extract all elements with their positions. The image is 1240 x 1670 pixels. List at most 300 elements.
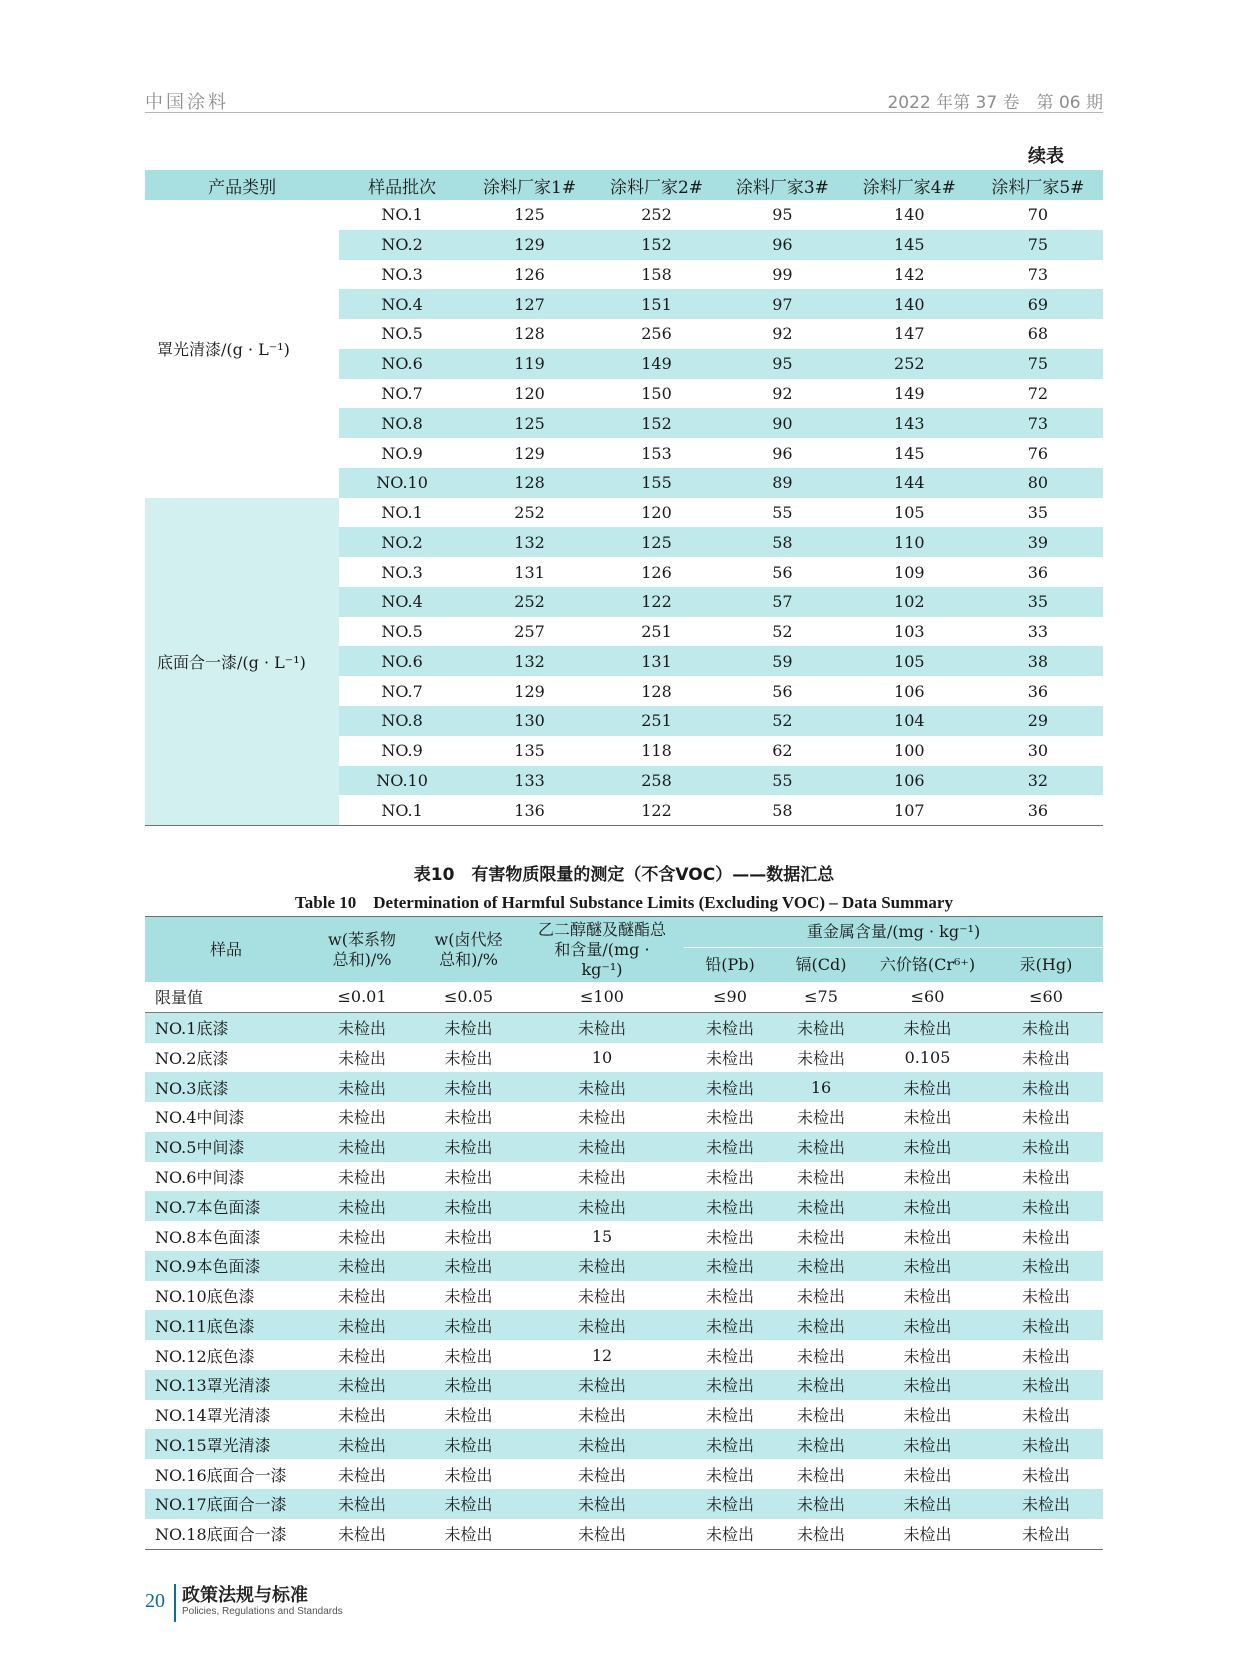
value-cell: 55 — [719, 766, 846, 796]
table-row — [145, 1072, 1103, 1102]
value-cell: 32 — [973, 766, 1103, 796]
batch-cell: NO.1 — [381, 800, 423, 820]
value-cell: 120 — [641, 503, 672, 523]
value-cell: 未检出 — [903, 1406, 952, 1426]
batch-cell: NO.5 — [381, 622, 423, 642]
value-cell: ≤100 — [520, 982, 684, 1012]
value-cell: 未检出 — [989, 1370, 1103, 1400]
value-cell: 145 — [894, 443, 925, 463]
value-cell: 96 — [719, 230, 846, 260]
value-cell: ≤60 — [866, 982, 989, 1012]
value-cell: 120 — [514, 383, 545, 403]
value-cell: 129 — [514, 443, 545, 463]
value-cell: 56 — [772, 562, 793, 582]
value-cell: 未检出 — [520, 1132, 684, 1162]
header-mercury: 汞(Hg) — [989, 948, 1103, 983]
value-cell: 未检出 — [337, 1406, 386, 1426]
value-cell: 147 — [894, 324, 925, 344]
value-cell: 未检出 — [417, 1370, 520, 1400]
value-cell: 62 — [772, 741, 793, 761]
value-cell: 未检出 — [989, 1310, 1103, 1340]
value-cell: 104 — [846, 706, 973, 736]
value-cell: 35 — [1027, 503, 1049, 523]
value-cell: 未检出 — [796, 1048, 845, 1068]
value-cell: 未检出 — [989, 1132, 1103, 1162]
value-cell: 未检出 — [684, 1132, 776, 1162]
header-manufacturer-3: 涂料厂家3# — [719, 170, 846, 200]
value-cell: 未检出 — [520, 1310, 684, 1340]
batch-cell: NO.3 — [381, 562, 423, 582]
value-cell: 未检出 — [337, 1227, 386, 1247]
value-cell: 73 — [973, 408, 1103, 438]
value-cell: 58 — [772, 800, 793, 820]
sample-name-cell: NO.5中间漆 — [145, 1132, 307, 1162]
value-cell: ≤0.01 — [307, 982, 417, 1012]
sample-name-cell: NO.2底漆 — [155, 1048, 229, 1068]
header-manufacturer-4: 涂料厂家4# — [846, 170, 973, 200]
value-cell: 132 — [465, 646, 594, 676]
batch-cell: NO.1 — [381, 503, 423, 523]
value-cell: 39 — [973, 527, 1103, 557]
value-cell: 129 — [514, 681, 545, 701]
value-cell: 未检出 — [903, 1525, 952, 1545]
value-cell: 58 — [719, 527, 846, 557]
value-cell: 未检出 — [417, 1072, 520, 1102]
table-row — [145, 1251, 1103, 1281]
value-cell: 149 — [894, 383, 925, 403]
value-cell: 未检出 — [1022, 1227, 1071, 1247]
header-hexavalent-chromium: 六价铬(Cr⁶⁺) — [866, 948, 989, 983]
value-cell: 10 — [591, 1047, 613, 1067]
value-cell: 122 — [594, 587, 719, 617]
value-cell: 未检出 — [796, 1108, 845, 1128]
product-category-cell: 罩光清漆/(g · L⁻¹) — [145, 200, 339, 498]
value-cell: 125 — [594, 527, 719, 557]
table-row — [145, 200, 1103, 230]
value-cell: 140 — [894, 205, 925, 225]
value-cell: 12 — [591, 1345, 613, 1365]
value-cell: 128 — [641, 681, 672, 701]
value-cell: 131 — [514, 562, 545, 582]
value-cell: 未检出 — [776, 1191, 866, 1221]
table-row — [145, 1132, 1103, 1162]
value-cell: 92 — [772, 383, 793, 403]
table-row — [145, 498, 1103, 528]
value-cell: 131 — [594, 646, 719, 676]
value-cell: 未检出 — [1022, 1525, 1071, 1545]
header-lead: 铅(Pb) — [684, 948, 776, 983]
table-row — [145, 1221, 1103, 1251]
value-cell: 110 — [846, 527, 973, 557]
value-cell: 未检出 — [444, 1287, 493, 1307]
value-cell: 126 — [641, 562, 672, 582]
value-cell: 57 — [719, 587, 846, 617]
value-cell: 未检出 — [776, 1310, 866, 1340]
value-cell: 36 — [1027, 800, 1049, 820]
value-cell: 140 — [846, 289, 973, 319]
value-cell: 未检出 — [705, 1108, 754, 1128]
value-cell: 未检出 — [444, 1227, 493, 1247]
value-cell: 未检出 — [520, 1489, 684, 1519]
value-cell: 未检出 — [1022, 1108, 1071, 1128]
continued-label: 续表 — [1028, 146, 1064, 167]
sample-name-cell: 限量值 — [145, 982, 307, 1012]
value-cell: 155 — [594, 468, 719, 498]
value-cell: 未检出 — [796, 1465, 845, 1485]
value-cell: 56 — [772, 681, 793, 701]
table-row — [145, 1162, 1103, 1192]
header-manufacturer-5: 涂料厂家5# — [973, 170, 1103, 200]
value-cell: 90 — [719, 408, 846, 438]
value-cell: 未检出 — [307, 1191, 417, 1221]
value-cell: 36 — [1027, 681, 1049, 701]
table-row — [145, 1281, 1103, 1311]
value-cell: 152 — [594, 408, 719, 438]
value-cell: 未检出 — [989, 1251, 1103, 1281]
value-cell: 70 — [1027, 205, 1049, 225]
value-cell: 125 — [514, 205, 545, 225]
value-cell: 未检出 — [705, 1525, 754, 1545]
value-cell: 未检出 — [866, 1429, 989, 1459]
value-cell: 未检出 — [417, 1310, 520, 1340]
value-cell: 未检出 — [444, 1406, 493, 1426]
sample-name-cell: NO.1底漆 — [145, 1012, 307, 1042]
value-cell: 未检出 — [417, 1191, 520, 1221]
value-cell: 73 — [1027, 264, 1049, 284]
sample-name-cell: NO.3底漆 — [145, 1072, 307, 1102]
header-sample-batch: 样品批次 — [339, 170, 465, 200]
batch-cell: NO.4 — [339, 587, 465, 617]
value-cell: 151 — [594, 289, 719, 319]
value-cell: 未检出 — [776, 1132, 866, 1162]
table-row — [145, 1429, 1103, 1459]
section-title-en: Policies, Regulations and Standards — [182, 1606, 343, 1617]
value-cell: 258 — [594, 766, 719, 796]
table-row — [145, 1102, 1103, 1132]
value-cell: 未检出 — [444, 1048, 493, 1068]
value-cell: 未检出 — [684, 1489, 776, 1519]
value-cell: 未检出 — [705, 1287, 754, 1307]
value-cell: ≤0.05 — [417, 982, 520, 1012]
value-cell: 144 — [846, 468, 973, 498]
value-cell: 136 — [514, 800, 545, 820]
value-cell: 52 — [719, 706, 846, 736]
batch-cell: NO.6 — [339, 646, 465, 676]
value-cell: 未检出 — [444, 1167, 493, 1187]
table-row — [145, 1191, 1103, 1221]
value-cell: 152 — [594, 230, 719, 260]
value-cell: 未检出 — [337, 1048, 386, 1068]
value-cell: 未检出 — [417, 1429, 520, 1459]
value-cell: 未检出 — [776, 1370, 866, 1400]
value-cell: 未检出 — [866, 1191, 989, 1221]
value-cell: 135 — [514, 741, 545, 761]
batch-cell: NO.10 — [339, 766, 465, 796]
value-cell: 80 — [973, 468, 1103, 498]
value-cell: 未检出 — [1022, 1287, 1071, 1307]
value-cell: 未检出 — [1022, 1167, 1071, 1187]
table-row — [145, 1310, 1103, 1340]
value-cell: 96 — [772, 443, 793, 463]
value-cell: 未检出 — [705, 1227, 754, 1247]
batch-cell: NO.4 — [339, 289, 465, 319]
value-cell: 未检出 — [307, 1132, 417, 1162]
value-cell: 未检出 — [417, 1012, 520, 1042]
value-cell: 未检出 — [989, 1191, 1103, 1221]
value-cell: 251 — [594, 706, 719, 736]
value-cell: 126 — [514, 264, 545, 284]
sample-name-cell: NO.7本色面漆 — [145, 1191, 307, 1221]
value-cell: 未检出 — [796, 1227, 845, 1247]
value-cell: 未检出 — [866, 1072, 989, 1102]
value-cell: 97 — [719, 289, 846, 319]
value-cell: 29 — [973, 706, 1103, 736]
value-cell: 未检出 — [776, 1251, 866, 1281]
value-cell: 未检出 — [684, 1072, 776, 1102]
value-cell: 未检出 — [903, 1227, 952, 1247]
page-number: 20 — [145, 1590, 165, 1612]
value-cell: 未检出 — [684, 1310, 776, 1340]
sample-name-cell: NO.18底面合一漆 — [155, 1525, 287, 1545]
issue-info: 2022 年第 37 卷 第 06 期 — [887, 93, 1103, 113]
value-cell: 252 — [514, 503, 545, 523]
value-cell: 未检出 — [1022, 1465, 1071, 1485]
value-cell: 75 — [973, 349, 1103, 379]
sample-name-cell: NO.12底色漆 — [155, 1346, 255, 1366]
value-cell: 92 — [772, 324, 793, 344]
value-cell: 未检出 — [989, 1429, 1103, 1459]
batch-cell: NO.3 — [381, 264, 423, 284]
value-cell: 256 — [641, 324, 672, 344]
value-cell: 未检出 — [520, 1072, 684, 1102]
value-cell: 未检出 — [989, 1012, 1103, 1042]
value-cell: 未检出 — [417, 1489, 520, 1519]
value-cell: 未检出 — [866, 1251, 989, 1281]
value-cell: 未检出 — [337, 1167, 386, 1187]
value-cell: 59 — [719, 646, 846, 676]
header-cadmium: 镉(Cd) — [776, 948, 866, 983]
value-cell: ≤90 — [684, 982, 776, 1012]
value-cell: 未检出 — [577, 1465, 626, 1485]
value-cell: 未检出 — [903, 1346, 952, 1366]
value-cell: 未检出 — [444, 1465, 493, 1485]
sample-name-cell: NO.14罩光清漆 — [155, 1406, 271, 1426]
value-cell: 未检出 — [520, 1429, 684, 1459]
header-product-category: 产品类别 — [145, 170, 339, 200]
value-cell: 105 — [894, 503, 925, 523]
value-cell: 未检出 — [705, 1406, 754, 1426]
value-cell: 35 — [973, 587, 1103, 617]
value-cell: 109 — [894, 562, 925, 582]
value-cell: 95 — [719, 349, 846, 379]
header-manufacturer-2: 涂料厂家2# — [594, 170, 719, 200]
value-cell: 38 — [973, 646, 1103, 676]
value-cell: 未检出 — [796, 1525, 845, 1545]
header-manufacturer-1: 涂料厂家1# — [465, 170, 594, 200]
value-cell: 68 — [1027, 324, 1049, 344]
value-cell: 未检出 — [684, 1251, 776, 1281]
table-row — [145, 1459, 1103, 1489]
batch-cell: NO.5 — [381, 324, 423, 344]
value-cell: 106 — [846, 766, 973, 796]
value-cell: 69 — [973, 289, 1103, 319]
value-cell: 未检出 — [444, 1108, 493, 1128]
value-cell: 未检出 — [776, 1489, 866, 1519]
voc-data-table-continued — [145, 170, 1103, 826]
value-cell: 76 — [1027, 443, 1049, 463]
value-cell: 119 — [465, 349, 594, 379]
sample-name-cell: NO.10底色漆 — [155, 1287, 255, 1307]
batch-cell: NO.1 — [381, 205, 423, 225]
value-cell: 149 — [594, 349, 719, 379]
value-cell: 0.105 — [904, 1047, 951, 1067]
value-cell: 未检出 — [577, 1108, 626, 1128]
value-cell: 未检出 — [444, 1346, 493, 1366]
value-cell: 未检出 — [337, 1525, 386, 1545]
limit-row — [145, 982, 1103, 1012]
sample-name-cell: NO.13罩光清漆 — [145, 1370, 307, 1400]
batch-cell: NO.7 — [381, 681, 423, 701]
value-cell: 未检出 — [577, 1287, 626, 1307]
value-cell: 未检出 — [866, 1012, 989, 1042]
value-cell: 128 — [465, 468, 594, 498]
value-cell: 106 — [894, 681, 925, 701]
value-cell: 未检出 — [520, 1191, 684, 1221]
value-cell: 36 — [1027, 562, 1049, 582]
value-cell: 未检出 — [1022, 1406, 1071, 1426]
value-cell: 未检出 — [417, 1132, 520, 1162]
value-cell: 103 — [894, 622, 925, 642]
value-cell: 未检出 — [577, 1167, 626, 1187]
value-cell: 252 — [465, 587, 594, 617]
value-cell: 未检出 — [337, 1108, 386, 1128]
value-cell: 125 — [465, 408, 594, 438]
value-cell: 未检出 — [577, 1406, 626, 1426]
batch-cell: NO.9 — [381, 741, 423, 761]
batch-cell: NO.8 — [339, 706, 465, 736]
value-cell: 142 — [894, 264, 925, 284]
header-glycol-ether-content: 乙二醇醚及醚酯总和含量/(mg · kg⁻¹) — [520, 917, 684, 983]
product-category-cell: 底面合一漆/(g · L⁻¹) — [145, 498, 339, 826]
value-cell: 未检出 — [337, 1287, 386, 1307]
sample-name-cell: NO.4中间漆 — [155, 1108, 245, 1128]
sample-name-cell: NO.8本色面漆 — [155, 1227, 261, 1247]
value-cell: 未检出 — [1022, 1048, 1071, 1068]
value-cell: 89 — [719, 468, 846, 498]
sample-name-cell: NO.9本色面漆 — [145, 1251, 307, 1281]
value-cell: 未检出 — [520, 1251, 684, 1281]
value-cell: 30 — [1027, 741, 1049, 761]
table1-header-row — [145, 170, 1103, 200]
header-halohydrocarbon-total: w(卤代烃总和)/% — [417, 917, 520, 983]
value-cell: 未检出 — [705, 1465, 754, 1485]
value-cell: 55 — [772, 503, 793, 523]
value-cell: 158 — [641, 264, 672, 284]
value-cell: 143 — [846, 408, 973, 438]
value-cell: ≤60 — [989, 982, 1103, 1012]
value-cell: 133 — [465, 766, 594, 796]
value-cell: 118 — [641, 741, 672, 761]
value-cell: 未检出 — [307, 1370, 417, 1400]
batch-cell: NO.2 — [339, 230, 465, 260]
batch-cell: NO.10 — [339, 468, 465, 498]
footer-divider — [174, 1584, 176, 1622]
value-cell: 129 — [465, 230, 594, 260]
value-cell: 72 — [1027, 383, 1049, 403]
value-cell: 132 — [465, 527, 594, 557]
value-cell: 未检出 — [903, 1167, 952, 1187]
value-cell: 未检出 — [866, 1489, 989, 1519]
sample-name-cell: NO.15罩光清漆 — [145, 1429, 307, 1459]
sample-name-cell: NO.6中间漆 — [155, 1167, 245, 1187]
header-benzene-total: w(苯系物总和)/% — [307, 917, 417, 983]
value-cell: 未检出 — [307, 1489, 417, 1519]
value-cell: 未检出 — [989, 1489, 1103, 1519]
journal-name: 中国涂料 — [145, 92, 229, 113]
header-heavy-metals: 重金属含量/(mg · kg⁻¹) — [684, 917, 1103, 948]
value-cell: 未检出 — [337, 1465, 386, 1485]
sample-name-cell: NO.16底面合一漆 — [155, 1465, 287, 1485]
value-cell: 未检出 — [796, 1287, 845, 1307]
table2-header-row-1 — [145, 917, 1103, 948]
value-cell: 未检出 — [866, 1132, 989, 1162]
value-cell: 33 — [1027, 622, 1049, 642]
value-cell: 未检出 — [417, 1251, 520, 1281]
value-cell: 未检出 — [903, 1287, 952, 1307]
value-cell: 257 — [514, 622, 545, 642]
value-cell: 未检出 — [705, 1048, 754, 1068]
value-cell: 252 — [846, 349, 973, 379]
table-row — [145, 1012, 1103, 1042]
value-cell: 未检出 — [776, 1429, 866, 1459]
value-cell: 未检出 — [903, 1108, 952, 1128]
value-cell: 未检出 — [796, 1346, 845, 1366]
value-cell: 105 — [846, 646, 973, 676]
table-row — [145, 1519, 1103, 1549]
batch-cell: NO.9 — [381, 443, 423, 463]
value-cell: 未检出 — [307, 1072, 417, 1102]
value-cell: 95 — [772, 205, 793, 225]
value-cell: 153 — [641, 443, 672, 463]
value-cell: 16 — [776, 1072, 866, 1102]
value-cell: 未检出 — [684, 1370, 776, 1400]
value-cell: 未检出 — [307, 1310, 417, 1340]
table-row — [145, 1370, 1103, 1400]
value-cell: 52 — [772, 622, 793, 642]
value-cell: 未检出 — [705, 1167, 754, 1187]
value-cell: 100 — [894, 741, 925, 761]
value-cell: 127 — [465, 289, 594, 319]
value-cell: 102 — [846, 587, 973, 617]
running-header — [145, 86, 1103, 113]
value-cell: 107 — [894, 800, 925, 820]
value-cell: 未检出 — [866, 1310, 989, 1340]
table-row — [145, 1043, 1103, 1073]
value-cell: 未检出 — [989, 1072, 1103, 1102]
value-cell: 未检出 — [307, 1012, 417, 1042]
value-cell: 未检出 — [444, 1525, 493, 1545]
value-cell: 未检出 — [903, 1465, 952, 1485]
value-cell: 未检出 — [307, 1429, 417, 1459]
value-cell: 99 — [772, 264, 793, 284]
value-cell: 未检出 — [684, 1191, 776, 1221]
value-cell: 15 — [591, 1226, 613, 1246]
batch-cell: NO.6 — [339, 349, 465, 379]
value-cell: 未检出 — [1022, 1346, 1071, 1366]
value-cell: 未检出 — [705, 1346, 754, 1366]
sample-name-cell: NO.11底色漆 — [145, 1310, 307, 1340]
harmful-substance-summary-table — [145, 916, 1103, 1550]
